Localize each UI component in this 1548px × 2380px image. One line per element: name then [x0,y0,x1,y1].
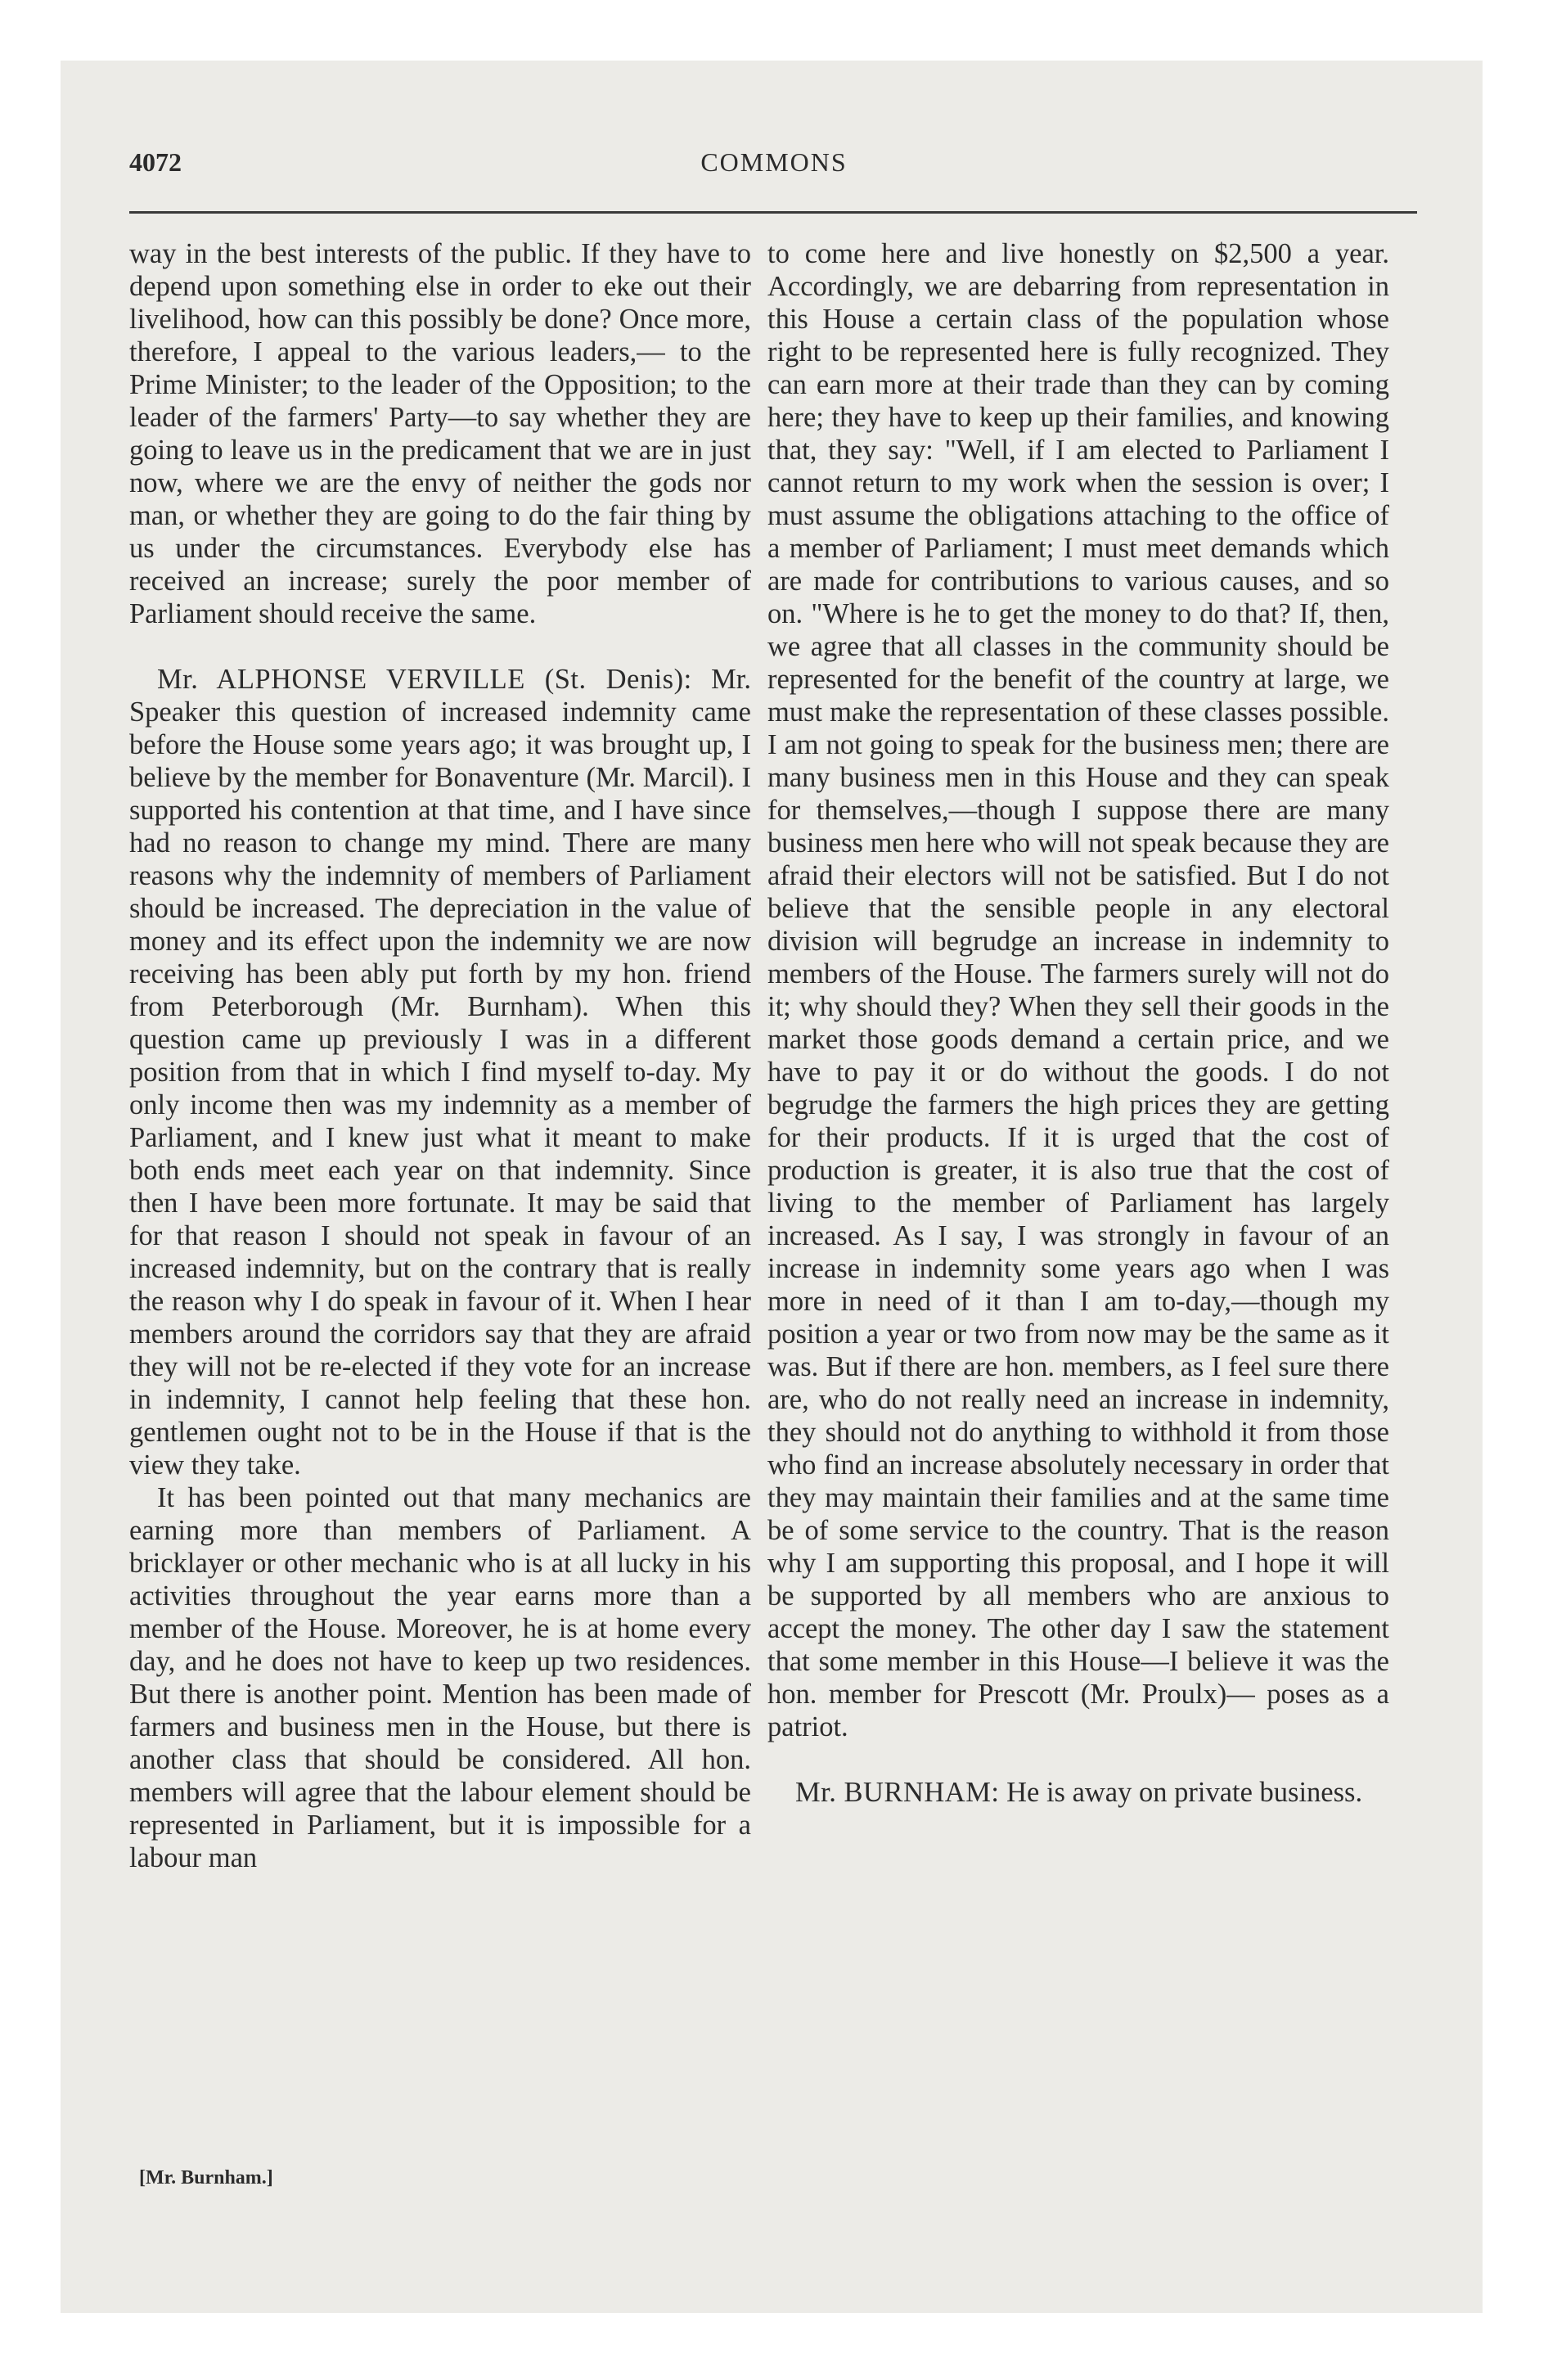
paragraph: It has been pointed out that many mechanics are earning more than members of Parliament. A bricklayer or other mechanic who is at all lucky in his activities throughout the year earns more than a member of the House. Moreover, he is at home every day, and he does not have to keep up two residences. But there is another point. Mention has been made of farmers and business men in the House, but there is another class that should be considered. All hon. members will agree that the labour element should be represented in Parliament, but it is impossible for a labour man [129,1482,751,1873]
right-column [767,237,1389,1809]
page-number: 4072 [129,147,182,177]
speech-text: Mr. Speaker this question of increased indemnity came before the House some years ago; it was brought up, I believe by the member for Bonaventure (Mr. Marcil). I supported his contention at that time, and I have since had no reason to change my mind. There are many reasons why the indemnity of members of Parliament should be increased. The depreciation in the value of money and its effect upon the indemnity we are now receiving has been ably put forth by my hon. friend from Peterborough (Mr. Burnham). When this question came up previously I was in a different position from that in which I find myself to-day. My only income then was my indemnity as a member of Parliament, and I knew just what it meant to make both ends meet each year on that indemnity. Since then I have been more fortunate. It may be said that for that reason I should not speak in favour of an increased indemnity, but on the contrary that is really the reason why I do speak in favour of it. When I hear members around the corridors say that they are afraid they will not be re-elected if they vote for an increase in indemnity, I cannot help feeling that these hon. gentlemen ought not to be in the House if that is the view they take. [129,664,751,1481]
header-rule [129,211,1417,214]
speaker-name: Mr. BURNHAM: [795,1777,1000,1808]
paragraph: way in the best interests of the public. If they have to depend upon something else in order to eke out their livelihood, how can this possibly be done? Once more, therefore, I appeal to the various leaders,— to the Prime Minister; to the leader of the Opposition; to the leader of the farmers' Party—to say whether they are going to leave us in the predicament that we are in just now, where we are the envy of neither the gods nor man, or whether they are going to do the fair thing by us under the circumstances. Everybody else has received an increase; surely the poor member of Parliament should receive the same. [129,238,751,629]
speech-paragraph [129,663,751,1481]
paragraph: to come here and live honestly on $2,500 a year. Accordingly, we are debarring from representation in this House a certain class of the population whose right to be represented here is fully recognized. They can earn more at their trade than they can by coming here; they have to keep up their families, and knowing that, they say: "Well, if I am elected to Parliament I cannot return to my work when the session is over; I must assume the obligations attaching to the office of a member of Parliament; I must meet demands which are made for contributions to various causes, and so on. "Where is he to get the money to do that? If, then, we agree that all classes in the community should be represented for the benefit of the country at large, we must make the representation of these classes possible. I am not going to speak for the business men; there are many business men in this House and they can speak for themselves,—though I suppose there are many business men here who will not speak because they are afraid their electors will not be satisfied. But I do not believe that the sensible people in any electoral division will begrudge an increase in indemnity to members of the House. The farmers surely will not do it; why should they? When they sell their goods in the market those goods demand a certain price, and we have to pay it or do without the goods. I do not begrudge the farmers the high prices they are getting for their products. If it is urged that the cost of production is greater, it is also true that the cost of living to the member of Parliament has largely increased. As I say, I was strongly in favour of an increase in indemnity some years ago when I was more in need of it than I am to-day,—though my position a year or two from now may be the same as it was. But if there are hon. members, as I feel sure there are, who do not really need an increase in indemnity, they should not do anything to withhold it from those who find an increase absolutely necessary in order that they may maintain their families and at the same time be of some service to the country. That is the reason why I am supporting this proposal, and I hope it will be supported by all members who are anxious to accept the money. The other day I saw the statement that some member in this House—I believe it was the hon. member for Prescott (Mr. Proulx)— poses as a patriot. [767,238,1389,1742]
footer-note: [Mr. Burnham.] [139,2167,273,2188]
speech-paragraph [767,1776,1389,1809]
speaker-name: Mr. ALPHONSE VERVILLE (St. Denis): [157,664,692,695]
speech-text: He is away on private business. [1006,1777,1363,1808]
left-column [129,237,751,1874]
running-head: COMMONS [700,147,848,177]
